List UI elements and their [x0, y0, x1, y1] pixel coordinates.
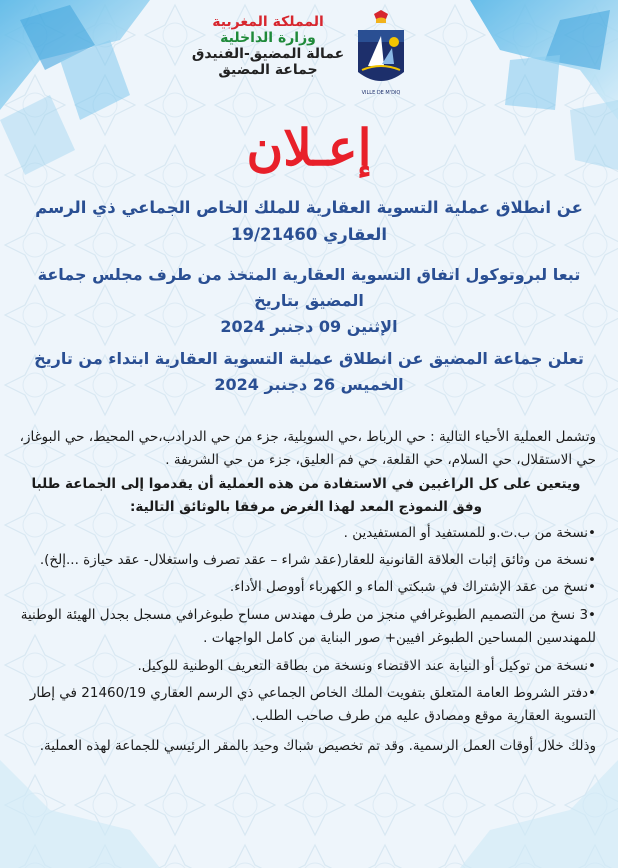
- announcement-line2: الخميس 26 دجنبر 2024: [214, 375, 404, 394]
- list-item: •نسخة من وثائق إثبات العلاقة القانونية للعقار(عقد شراء – عقد تصرف واستغلال- عقد حيازة ...إلخ).: [39, 552, 596, 569]
- neighborhoods-paragraph: وتشمل العملية الأحياء التالية : حي الرباط ،حي السويلية، جزء من حي الدرادب،حي المحيط، حي البوغاز، حي الاستقلال، حي السلام، حي القلعة، حي فم العليق، جزء من حي الشريفة .: [19, 429, 596, 469]
- closing-paragraph: وذلك خلال أوقات العمل الرسمية. وقد تم تخصيص شباك وحيد بالمقر الرئيسي للجماعة لهذه العملية.: [39, 737, 596, 754]
- commune-name: جماعة المضيق: [218, 62, 318, 79]
- list-item: •نسخ من عقد الإشتراك في شبكتي الماء و الكهرباء أووصل الأداء.: [229, 579, 596, 596]
- list-item: •دفتر الشروط العامة المتعلق بتفويت الملك الخاص الجماعي ذي الرسم العقاري 21460/19 في إطار التسوية العقارية موقع ومصادق عليه من طرف صاحب الطلب.: [29, 685, 596, 725]
- announcement-title: إعـلان: [246, 118, 372, 177]
- svg-text:VILLE DE M'DIQ: VILLE DE M'DIQ: [361, 90, 401, 96]
- list-item: •نسخة من توكيل أو النيابة عند الاقتضاء ونسخة من بطاقة التعريف الوطنية للوكيل.: [137, 657, 596, 674]
- announcement-line1: تعلن جماعة المضيق عن انطلاق عملية التسوية العقارية ابتداء من تاريخ: [34, 349, 584, 368]
- body-text: [16, 426, 596, 759]
- ministry-name: وزارة الداخلية: [220, 30, 316, 47]
- subtitle-block: [30, 194, 588, 248]
- list-item: •نسخة من ب.ت.و للمستفيد أو المستفيدين .: [343, 524, 596, 541]
- instruction-line: ويتعين على كل الراغبين في الاستفادة من هذه العملية أن يقدموا إلى الجماعة طلبا: [31, 475, 581, 492]
- prefecture-name: عمالة المضيق-الفنيدق: [191, 46, 345, 63]
- protocol-line2: الإثنين 09 دجنبر 2024: [220, 317, 398, 336]
- protocol-line1: تبعا لبروتوكول اتفاق التسوية العقارية المتخذ من طرف مجلس جماعة المضيق بتاريخ: [37, 265, 581, 310]
- kingdom-name: المملكة المغربية: [212, 14, 324, 30]
- instruction-line2: وفق النموذج المعد لهذا الغرض مرفقا بالوثائق التالية:: [130, 499, 482, 516]
- header-block: [168, 14, 368, 78]
- protocol-block: [20, 262, 598, 340]
- subtitle-line2: العقاري 19/21460: [230, 225, 387, 244]
- commune-emblem-icon: [352, 10, 410, 102]
- list-item: •3 نسخ من التصميم الطبوغرافي منجز من طرف مهندس مساح طبوغرافي مسجل بجدل الهيئة الوطنية للمهندسين المساحين الطبوغر افيين+ صور البناية من كامل الواجهات .: [20, 606, 596, 647]
- announcement-block: [20, 346, 598, 398]
- subtitle-line1: عن انطلاق عملية التسوية العقارية للملك الخاص الجماعي ذي الرسم: [35, 198, 583, 217]
- documents-list: [16, 522, 596, 729]
